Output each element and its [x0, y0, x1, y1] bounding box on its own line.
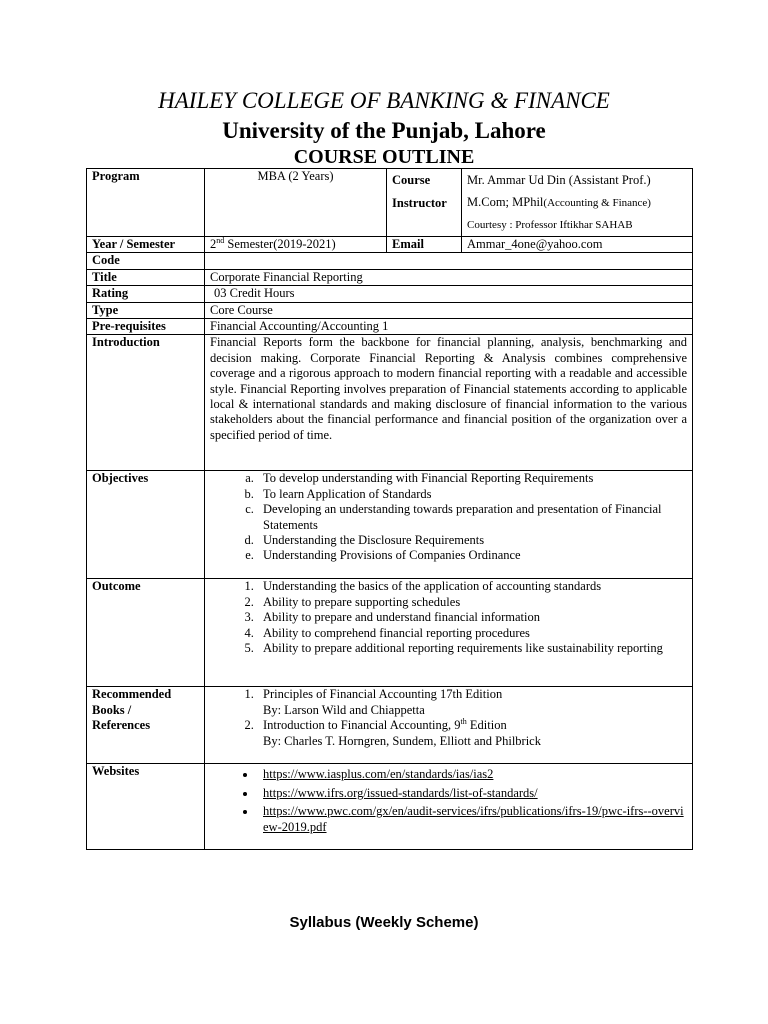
books-list — [210, 687, 687, 749]
websites-list — [210, 767, 687, 835]
book-title: 2. Introduction to Financial Accounting, 9th Edition — [263, 717, 507, 733]
program-value: MBA (2 Years) — [205, 169, 387, 237]
list-item: c. Developing an understanding towards preparation and presentation of Financial Statements — [257, 502, 687, 533]
list-item — [257, 786, 687, 801]
code-row — [87, 253, 693, 269]
book-authors: By: Larson Wild and Chiappetta — [263, 702, 425, 717]
type-row — [87, 302, 693, 318]
websites-label: Websites — [87, 764, 205, 850]
instructor-degree: M.Com; MPhil(Accounting & Finance) — [467, 195, 651, 209]
instructor-label-line1: Course — [392, 173, 431, 187]
objectives-label: Objectives — [87, 471, 205, 579]
outcome-row — [87, 579, 693, 687]
program-label: Program — [87, 169, 205, 237]
book-title: 1. Principles of Financial Accounting 17th Edition — [263, 687, 503, 702]
list-item: 4. Ability to comprehend financial reporting procedures — [257, 626, 687, 641]
list-item: a. To develop understanding with Financial Reporting Requirements — [257, 471, 687, 486]
book-authors: By: Charles T. Horngren, Sundem, Elliott and Philbrick — [263, 733, 541, 748]
email-value: Ammar_4one@yahoo.com — [462, 237, 693, 253]
code-value — [205, 253, 693, 269]
type-label: Type — [87, 302, 205, 318]
outcome-list-cell — [205, 579, 693, 687]
outcome-list — [210, 579, 687, 656]
objectives-list-cell — [205, 471, 693, 579]
list-item: 3. Ability to prepare and understand financial information — [257, 610, 687, 625]
websites-row — [87, 764, 693, 850]
instructor-value — [462, 169, 693, 237]
instructor-label-line2: Instructor — [392, 196, 447, 210]
list-item: b. To learn Application of Standards — [257, 487, 687, 502]
website-link[interactable]: https://www.pwc.com/gx/en/audit-services/ifrs/publications/ifrs-19/pwc-ifrs--overview-2019.pdf — [263, 804, 684, 834]
title-value: Corporate Financial Reporting — [205, 269, 693, 285]
books-list-cell — [205, 687, 693, 764]
prerequisites-value: Financial Accounting/Accounting 1 — [205, 319, 693, 335]
year-semester-row — [87, 237, 693, 253]
objectives-list — [210, 471, 687, 563]
course-outline-table — [86, 168, 693, 850]
list-item: d. Understanding the Disclosure Requirements — [257, 533, 687, 548]
outcome-label: Outcome — [87, 579, 205, 687]
list-item — [257, 767, 687, 782]
introduction-label: Introduction — [87, 335, 205, 471]
year-semester-label: Year / Semester — [87, 237, 205, 253]
email-label: Email — [387, 237, 462, 253]
rating-value: 03 Credit Hours — [205, 286, 693, 302]
code-label: Code — [87, 253, 205, 269]
list-item — [257, 718, 687, 749]
type-value: Core Course — [205, 302, 693, 318]
program-row — [87, 169, 693, 237]
prerequisites-row — [87, 319, 693, 335]
title-row — [87, 269, 693, 285]
website-link[interactable]: https://www.iasplus.com/en/standards/ias/ias2 — [263, 767, 494, 782]
prerequisites-label: Pre-requisites — [87, 319, 205, 335]
university-name: University of the Punjab, Lahore — [222, 118, 546, 143]
rating-row — [87, 286, 693, 302]
list-item: 2. Ability to prepare supporting schedules — [257, 595, 687, 610]
college-name: HAILEY COLLEGE OF BANKING & FINANCE — [158, 88, 610, 113]
list-item — [257, 687, 687, 718]
instructor-degree-note: (Accounting & Finance) — [543, 197, 651, 209]
document-title: COURSE OUTLINE — [293, 146, 475, 168]
introduction-row — [87, 335, 693, 471]
books-row — [87, 687, 693, 764]
list-item: e. Understanding Provisions of Companies Ordinance — [257, 548, 687, 563]
objectives-row — [87, 471, 693, 579]
rating-label: Rating — [87, 286, 205, 302]
instructor-name: Mr. Ammar Ud Din (Assistant Prof.) — [467, 173, 651, 187]
instructor-label — [387, 169, 462, 237]
website-link[interactable]: https://www.ifrs.org/issued-standards/list-of-standards/ — [263, 785, 538, 800]
books-label: Recommended Books / References — [87, 687, 205, 764]
title-label: Title — [87, 269, 205, 285]
syllabus-heading: Syllabus (Weekly Scheme) — [289, 914, 479, 931]
websites-list-cell — [205, 764, 693, 850]
year-semester-value: 2nd Semester(2019-2021) — [205, 237, 387, 253]
list-item — [257, 804, 687, 835]
instructor-courtesy: Courtesy : Professor Iftikhar SAHAB — [467, 219, 633, 231]
list-item: 5. Ability to prepare additional reporting requirements like sustainability reporting — [257, 641, 687, 656]
list-item: 1. Understanding the basics of the application of accounting standards — [257, 579, 687, 594]
introduction-text: Financial Reports form the backbone for financial planning, analysis, benchmarking and decision making. Corporate Financial Reporting & Analysis combines comprehensive coverage and a rigorous approach to modern financial reporting with a readable and accessible style. Financial Reporting involves preparation of Financial statements according to applicable local & international standards and making disclosure of financial information to the various stakeholders about the financial performance and financial position of the organization over a specified period of time. — [205, 335, 693, 471]
